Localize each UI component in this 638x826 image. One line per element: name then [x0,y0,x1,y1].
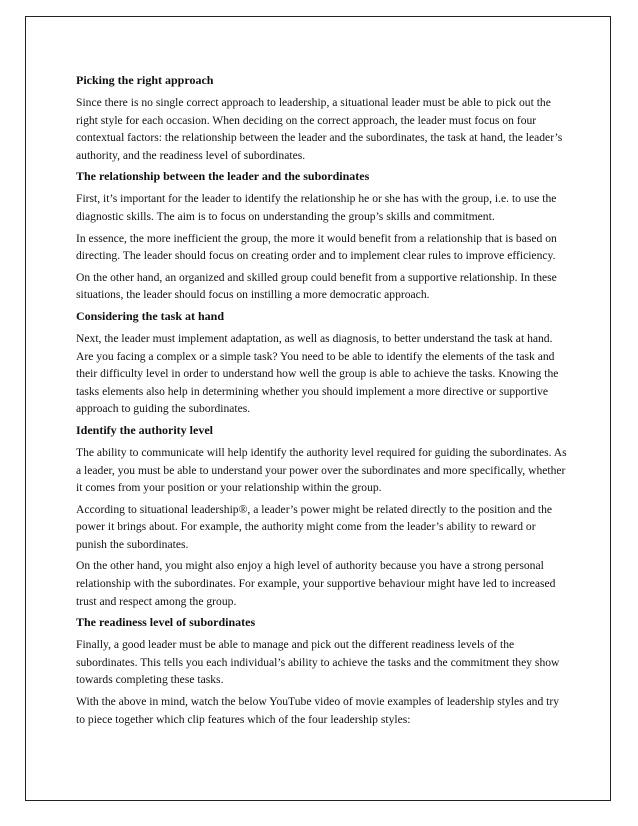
document-body [76,72,568,732]
paragraph: On the other hand, you might also enjoy a high level of authority because you have a strong personal relationship with the subordinates. For example, your supportive behaviour might have led to increased trust and respect among the group. [76,559,556,608]
section-heading-relationship: The relationship between the leader and the subordinates [76,169,370,184]
paragraph: The ability to communicate will help identify the authority level required for guiding the subordinates. As a leader, you must be able to understand your power over the subordinates and more specifically, whether it comes from your position or your relationship within the group. [76,445,567,495]
paragraph: In essence, the more inefficient the group, the more it would benefit from a relationship that is based on directing. The leader should focus on creating order and to implement clear rules to improve efficiency. [76,231,557,263]
paragraph: Since there is no single correct approach to leadership, a situational leader must be able to pick out the right style for each occasion. When deciding on the correct approach, the leader must focus on four contextual factors: the relationship between the leader and the subordinates, the task at hand, the leader’s authority, and the readiness level of subordinates. [76,96,563,162]
paragraph: Finally, a good leader must be able to manage and pick out the different readiness levels of the subordinates. This tells you each individual’s ability to achieve the tasks and the commitment they show towards completing these tasks. [76,638,560,687]
paragraph: On the other hand, an organized and skilled group could benefit from a supportive relationship. In these situations, the leader should focus on instilling a more democratic approach. [76,270,557,302]
section-heading-picking-approach: Picking the right approach [76,73,214,87]
section-heading-authority: Identify the authority level [76,422,213,437]
paragraph: With the above in mind, watch the below YouTube video of movie examples of leadership styles and try to piece together which clip features which of the four leadership styles: [76,695,560,726]
section-heading-readiness: The readiness level of subordinates [76,615,256,630]
paragraph: According to situational leadership®, a leader’s power might be related directly to the position and the power it brings about. For example, the authority might come from the leader’s ability to reward or punish the subordinates. [76,502,553,551]
section-heading-task: Considering the task at hand [76,308,225,323]
paragraph: Next, the leader must implement adaptation, as well as diagnosis, to better understand the task at hand. Are you facing a complex or a simple task? You need to be able to identify the elements of the task and their difficulty level in order to understand how well the group is able to achieve the tasks. Knowing the tasks elements also help in determining whether you should implement a more directive or supportive approach to guiding the subordinates. [76,331,559,416]
paragraph: First, it’s important for the leader to identify the relationship he or she has with the group, i.e. to use the diagnostic skills. The aim is to focus on understanding the group’s skills and commitment. [76,192,557,223]
